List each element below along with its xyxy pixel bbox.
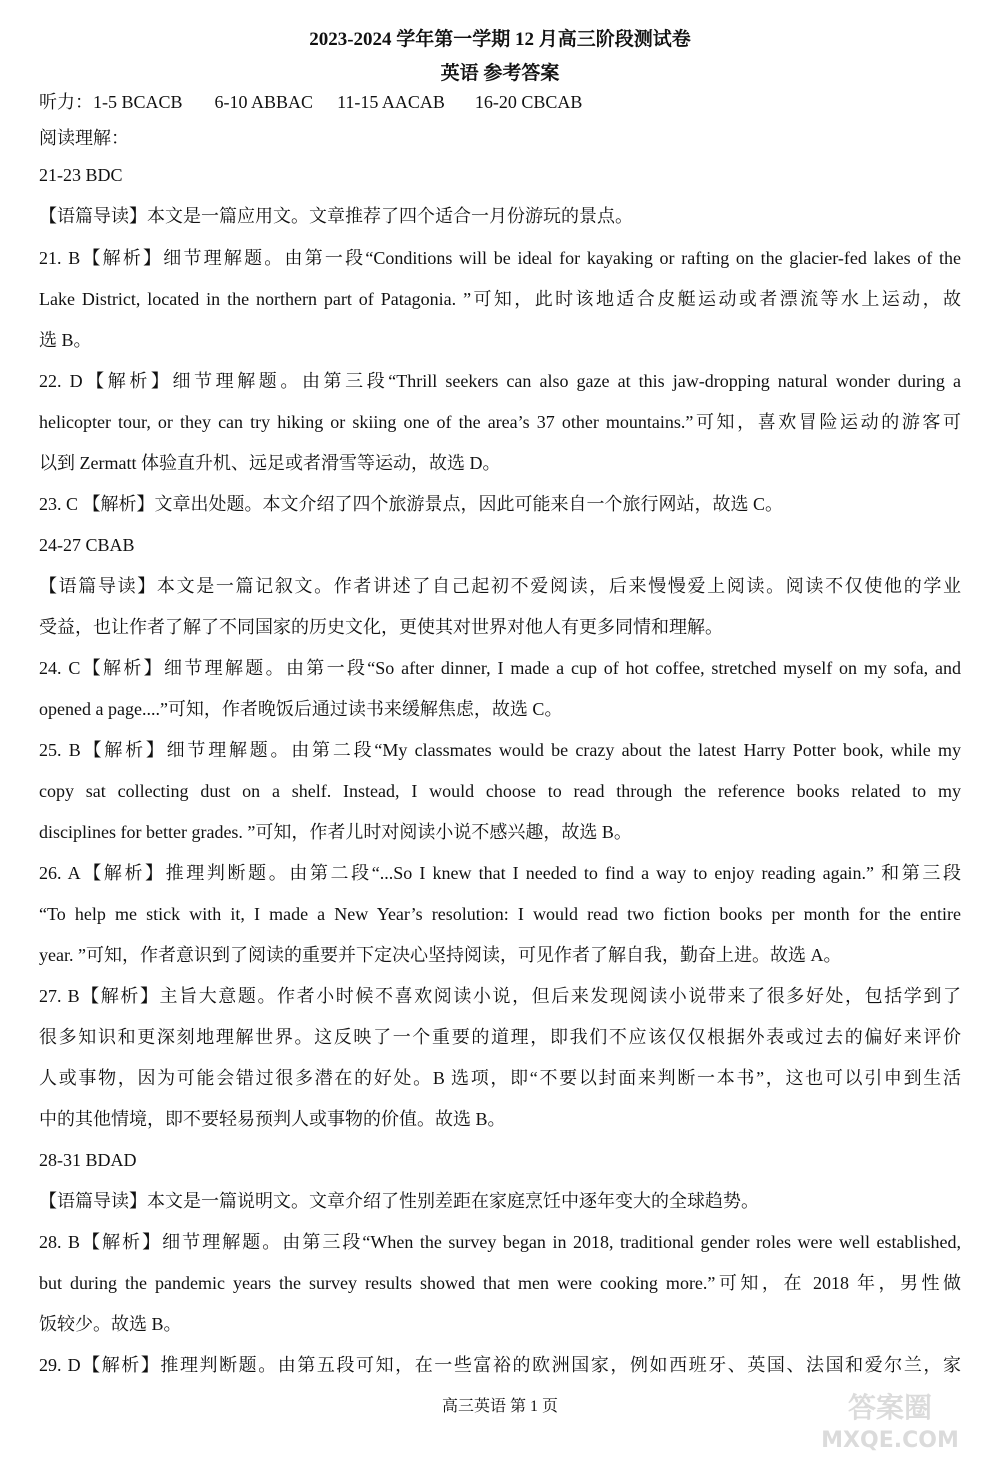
answer-group: 24-27 CBAB — [39, 535, 135, 555]
answer-line: 很多知识和更深刻地理解世界。这反映了一个重要的道理，即我们不应该仅仅根据外表或过去的偏好来评价 — [39, 1027, 961, 1047]
answer-line: 28. B【解析】细节理解题。由第三段“When the survey began in 2018, traditional gender roles were well established, — [39, 1232, 961, 1252]
document-title: 2023-2024 学年第一学期 12 月高三阶段测试卷 — [309, 29, 691, 50]
listening-label: 听力： — [39, 92, 93, 112]
answer-line: opened a page....”可知，作者晚饭后通过读书来缓解焦虑，故选 C。 — [39, 699, 563, 719]
answer-line: but during the pandemic years the survey results showed that men were cooking more.”可知，在 2018 年，男性做 — [39, 1273, 961, 1293]
answer-line: 23. C 【解析】文章出处题。本文介绍了四个旅游景点，因此可能来自一个旅行网站，故选 C。 — [39, 494, 784, 514]
answer-line: 29. D【解析】推理判断题。由第五段可知，在一些富裕的欧洲国家，例如西班牙、英国、法国和爱尔兰，家 — [39, 1355, 961, 1375]
answer-line: 以到 Zermatt 体验直升机、远足或者滑雪等运动，故选 D。 — [39, 453, 501, 473]
answer-line: 人或事物，因为可能会错过很多潜在的好处。B 选项，即“不要以封面来判断一本书”，这也可以引申到生活 — [39, 1068, 961, 1088]
answer-group: 21-23 BDC — [39, 165, 123, 185]
answer-line: 26. A【解析】推理判断题。由第二段“...So I knew that I needed to find a way to enjoy reading again.” 和第三段 — [39, 863, 961, 883]
document-subtitle: 英语 参考答案 — [440, 63, 560, 84]
page-footer: 高三英语 第 1 页 — [441, 1398, 558, 1415]
answer-line: 22. D【解析】细节理解题。由第三段“Thrill seekers can also gaze at this jaw-dropping natural wonder during a — [39, 371, 961, 391]
answer-line: copy sat collecting dust on a shelf. Instead, I would choose to read through the reference books related to my — [39, 781, 961, 801]
passage-guide: 【语篇导读】本文是一篇记叙文。作者讲述了自己起初不爱阅读，后来慢慢爱上阅读。阅读不仅使他的学业 — [39, 576, 961, 596]
answer-line: 中的其他情境，即不要轻易预判人或事物的价值。故选 B。 — [39, 1109, 506, 1129]
answer-line: 25. B【解析】细节理解题。由第二段“My classmates would be crazy about the latest Harry Potter book, while my — [39, 740, 961, 760]
watermark-logo — [800, 1385, 980, 1455]
passage-guide: 【语篇导读】本文是一篇应用文。文章推荐了四个适合一月份游玩的景点。 — [39, 206, 633, 226]
answer-line: Lake District, located in the northern part of Patagonia. ”可知，此时该地适合皮艇运动或者漂流等水上运动，故 — [39, 289, 961, 309]
passage-guide: 受益，也让作者了解了不同国家的历史文化，更使其对世界对他人有更多同情和理解。 — [39, 617, 723, 637]
answer-line: 选 B。 — [39, 330, 92, 350]
listening-group: 11-15 AACAB — [337, 92, 445, 112]
answer-line: 饭较少。故选 B。 — [39, 1314, 182, 1334]
listening-group: 1-5 BCACB — [93, 92, 183, 112]
answer-line: 24. C【解析】细节理解题。由第一段“So after dinner, I made a cup of hot coffee, stretched myself on my sofa, and — [39, 658, 961, 678]
listening-answers — [39, 91, 961, 113]
answer-line: 21. B【解析】细节理解题。由第一段“Conditions will be ideal for kayaking or rafting on the glacier-fed lakes of the — [39, 248, 961, 268]
answer-line: disciplines for better grades. ”可知，作者儿时对阅读小说不感兴趣，故选 B。 — [39, 822, 632, 842]
answer-group: 28-31 BDAD — [39, 1150, 137, 1170]
passage-guide: 【语篇导读】本文是一篇说明文。文章介绍了性别差距在家庭烹饪中逐年变大的全球趋势。 — [39, 1191, 759, 1211]
answer-line: helicopter tour, or they can try hiking or skiing one of the area’s 37 other mountains.”可知，喜欢冒险运动的游客可 — [39, 412, 961, 432]
answer-line: 27. B【解析】主旨大意题。作者小时候不喜欢阅读小说，但后来发现阅读小说带来了很多好处，包括学到了 — [39, 986, 961, 1006]
section-heading: 阅读理解： — [39, 128, 129, 148]
answer-line: year. ”可知，作者意识到了阅读的重要并下定决心坚持阅读，可见作者了解自我，勤奋上进。故选 A。 — [39, 945, 842, 965]
listening-group: 6-10 ABBAC — [214, 92, 314, 112]
answer-line: “To help me stick with it, I made a New Year’s resolution: I would read two fiction books per month for the entire — [39, 904, 961, 924]
svg-text:答案圈: 答案圈 — [847, 1391, 933, 1424]
svg-text:MXQE.COM: MXQE.COM — [821, 1428, 959, 1453]
listening-group: 16-20 CBCAB — [474, 92, 583, 112]
